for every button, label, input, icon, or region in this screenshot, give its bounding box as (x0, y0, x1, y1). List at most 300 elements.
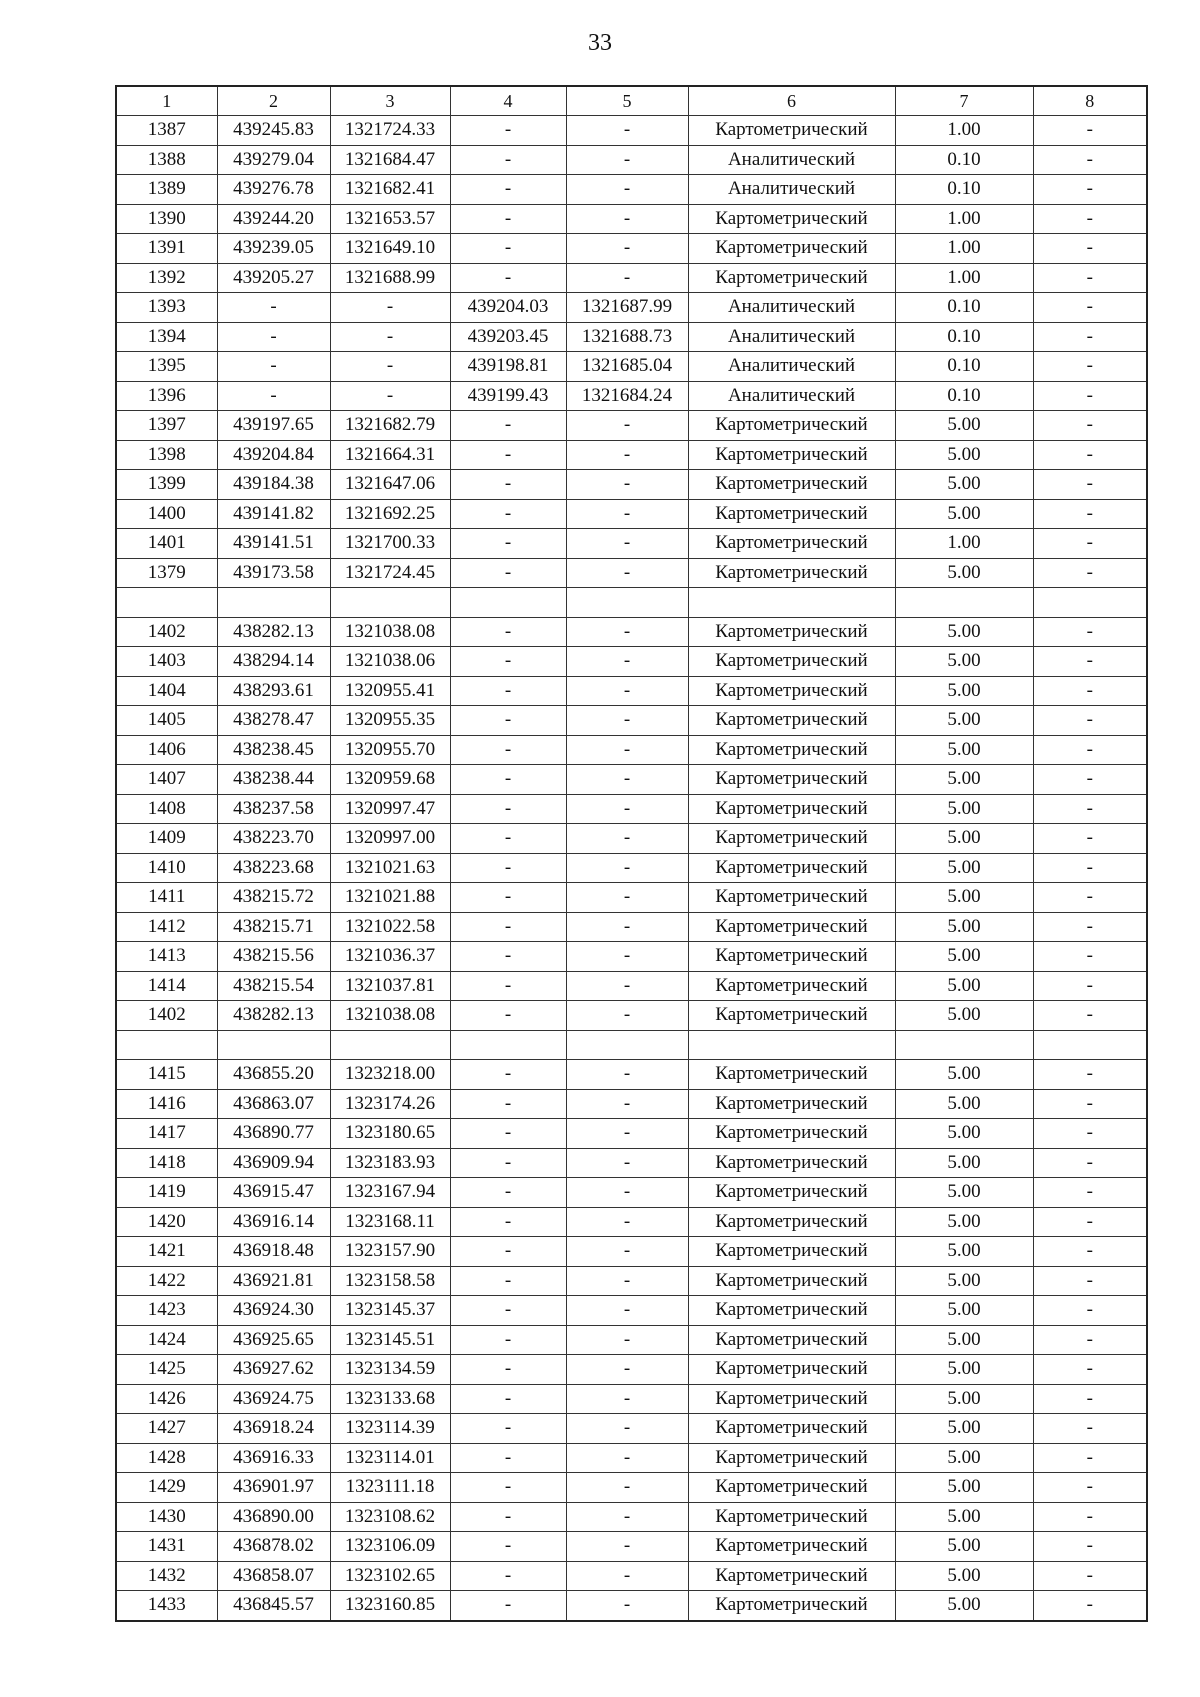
table-cell-col-2: 436915.47 (217, 1178, 330, 1208)
table-cell-col-8: - (1033, 1561, 1147, 1591)
table-cell-col-7: 1.00 (895, 234, 1033, 264)
table-cell-col-3: 1321724.33 (330, 116, 450, 146)
table-cell-col-1 (116, 1030, 217, 1060)
table-cell-col-6: Картометрический (688, 1060, 895, 1090)
table-cell-col-2: 436878.02 (217, 1532, 330, 1562)
table-cell-col-1: 1402 (116, 617, 217, 647)
table-cell-col-6: Картометрический (688, 1502, 895, 1532)
table-cell-col-8: - (1033, 1207, 1147, 1237)
table-cell-col-8: - (1033, 1532, 1147, 1562)
table-cell-col-7: 5.00 (895, 1089, 1033, 1119)
table-cell-col-1: 1422 (116, 1266, 217, 1296)
table-cell-col-6: Картометрический (688, 617, 895, 647)
table-cell-col-3: 1321038.06 (330, 647, 450, 677)
table-cell-col-5: - (566, 1561, 688, 1591)
table-cell-col-5: - (566, 794, 688, 824)
column-header-8: 8 (1033, 86, 1147, 116)
table-cell-col-6: Картометрический (688, 912, 895, 942)
column-header-1: 1 (116, 86, 217, 116)
table-cell-col-6: Аналитический (688, 381, 895, 411)
table-cell-col-6: Картометрический (688, 1178, 895, 1208)
table-row (116, 883, 1147, 913)
table-cell-col-3 (330, 1030, 450, 1060)
table-cell-col-3: 1320955.35 (330, 706, 450, 736)
table-cell-col-7: 5.00 (895, 1296, 1033, 1326)
table-row (116, 558, 1147, 588)
table-cell-col-2: 439197.65 (217, 411, 330, 441)
table-row (116, 1532, 1147, 1562)
table-cell-col-3: 1323157.90 (330, 1237, 450, 1267)
table-cell-col-8: - (1033, 1325, 1147, 1355)
table-cell-col-8: - (1033, 617, 1147, 647)
column-header-3: 3 (330, 86, 450, 116)
table-cell-col-2: 436855.20 (217, 1060, 330, 1090)
coordinates-table (115, 85, 1148, 1622)
table-cell-col-7: 1.00 (895, 204, 1033, 234)
table-cell-col-5: - (566, 470, 688, 500)
table-cell-col-7: 5.00 (895, 1001, 1033, 1031)
table-cell-col-1: 1399 (116, 470, 217, 500)
table-cell-col-4: - (450, 175, 566, 205)
table-cell-col-7: 5.00 (895, 1384, 1033, 1414)
table-cell-col-2: 438215.54 (217, 971, 330, 1001)
table-cell-col-2: 439239.05 (217, 234, 330, 264)
table-cell-col-5: - (566, 1355, 688, 1385)
table-cell-col-6: Картометрический (688, 116, 895, 146)
table-cell-col-8: - (1033, 1266, 1147, 1296)
table-cell-col-6: Картометрический (688, 1384, 895, 1414)
table-cell-col-8: - (1033, 765, 1147, 795)
table-cell-col-2: 438215.56 (217, 942, 330, 972)
table-cell-col-4: - (450, 1089, 566, 1119)
table-cell-col-8: - (1033, 1591, 1147, 1621)
table-cell-col-4: - (450, 1237, 566, 1267)
table-cell-col-5: - (566, 706, 688, 736)
table-cell-col-6 (688, 1030, 895, 1060)
table-cell-col-2: 439279.04 (217, 145, 330, 175)
table-cell-col-1: 1396 (116, 381, 217, 411)
table-cell-col-6: Картометрический (688, 440, 895, 470)
table-cell-col-1: 1391 (116, 234, 217, 264)
table-cell-col-8: - (1033, 1473, 1147, 1503)
table-cell-col-6: Аналитический (688, 175, 895, 205)
table-cell-col-7: 0.10 (895, 352, 1033, 382)
table-cell-col-2: 438293.61 (217, 676, 330, 706)
table-cell-col-8: - (1033, 1502, 1147, 1532)
table-cell-col-8: - (1033, 145, 1147, 175)
table-cell-col-2: 439141.82 (217, 499, 330, 529)
table-cell-col-5: 1321688.73 (566, 322, 688, 352)
table-row (116, 1561, 1147, 1591)
table-cell-col-6: Картометрический (688, 706, 895, 736)
table-cell-col-2: 439205.27 (217, 263, 330, 293)
table-cell-col-3: 1321022.58 (330, 912, 450, 942)
table-cell-col-6: Картометрический (688, 1414, 895, 1444)
table-cell-col-7: 5.00 (895, 1148, 1033, 1178)
table-cell-col-4: - (450, 499, 566, 529)
table-cell-col-3: 1323111.18 (330, 1473, 450, 1503)
table-cell-col-5: - (566, 145, 688, 175)
table-cell-col-3: 1323108.62 (330, 1502, 450, 1532)
table-cell-col-8: - (1033, 942, 1147, 972)
table-cell-col-6: Картометрический (688, 1561, 895, 1591)
table-cell-col-4: - (450, 1060, 566, 1090)
table-cell-col-6: Картометрический (688, 1089, 895, 1119)
table-cell-col-6: Картометрический (688, 470, 895, 500)
table-row (116, 499, 1147, 529)
table-cell-col-1: 1421 (116, 1237, 217, 1267)
table-cell-col-5: - (566, 234, 688, 264)
table-cell-col-1: 1424 (116, 1325, 217, 1355)
table-cell-col-2: 439173.58 (217, 558, 330, 588)
table-cell-col-2: 438278.47 (217, 706, 330, 736)
table-row (116, 765, 1147, 795)
table-cell-col-1: 1429 (116, 1473, 217, 1503)
table-cell-col-1: 1410 (116, 853, 217, 883)
table-cell-col-3: - (330, 352, 450, 382)
table-cell-col-2: 436863.07 (217, 1089, 330, 1119)
table-row (116, 1148, 1147, 1178)
table-cell-col-5 (566, 588, 688, 618)
table-cell-col-6: Аналитический (688, 293, 895, 323)
table-cell-col-4: - (450, 676, 566, 706)
table-cell-col-8: - (1033, 706, 1147, 736)
table-cell-col-7 (895, 1030, 1033, 1060)
table-cell-col-5: - (566, 411, 688, 441)
table-cell-col-1: 1423 (116, 1296, 217, 1326)
table-row (116, 1030, 1147, 1060)
table-cell-col-4: 439199.43 (450, 381, 566, 411)
table-body (116, 116, 1147, 1621)
table-cell-col-1: 1379 (116, 558, 217, 588)
table-cell-col-5: - (566, 735, 688, 765)
table-cell-col-6: Картометрический (688, 1443, 895, 1473)
table-cell-col-6: Картометрический (688, 824, 895, 854)
table-cell-col-4: - (450, 735, 566, 765)
table-cell-col-1: 1406 (116, 735, 217, 765)
table-cell-col-1: 1432 (116, 1561, 217, 1591)
table-cell-col-3: - (330, 381, 450, 411)
table-cell-col-7: 0.10 (895, 293, 1033, 323)
table-cell-col-3: 1323114.39 (330, 1414, 450, 1444)
table-cell-col-4: - (450, 1178, 566, 1208)
table-cell-col-4: - (450, 440, 566, 470)
header-row (116, 86, 1147, 116)
table-cell-col-2: 438215.71 (217, 912, 330, 942)
table-cell-col-5: - (566, 1384, 688, 1414)
table-cell-col-4: - (450, 1119, 566, 1149)
table-cell-col-4: - (450, 765, 566, 795)
table-cell-col-4: - (450, 116, 566, 146)
table-header (116, 86, 1147, 116)
table-cell-col-5: - (566, 499, 688, 529)
table-cell-col-2: 436909.94 (217, 1148, 330, 1178)
table-cell-col-2: 436916.33 (217, 1443, 330, 1473)
table-row (116, 971, 1147, 1001)
table-cell-col-4: - (450, 647, 566, 677)
table-cell-col-2: 439184.38 (217, 470, 330, 500)
table-cell-col-3: 1321036.37 (330, 942, 450, 972)
table-cell-col-8: - (1033, 735, 1147, 765)
table-cell-col-2: 438223.68 (217, 853, 330, 883)
table-cell-col-4: - (450, 145, 566, 175)
table-cell-col-1: 1397 (116, 411, 217, 441)
table-cell-col-2: 439244.20 (217, 204, 330, 234)
table-cell-col-3: 1321700.33 (330, 529, 450, 559)
table-cell-col-6: Картометрический (688, 676, 895, 706)
table-cell-col-1: 1407 (116, 765, 217, 795)
table-cell-col-8: - (1033, 1355, 1147, 1385)
table-cell-col-1: 1390 (116, 204, 217, 234)
table-cell-col-2: 436925.65 (217, 1325, 330, 1355)
table-cell-col-1: 1398 (116, 440, 217, 470)
table-row (116, 1089, 1147, 1119)
table-cell-col-4: - (450, 617, 566, 647)
column-header-2: 2 (217, 86, 330, 116)
table-cell-col-3: 1323180.65 (330, 1119, 450, 1149)
column-header-6: 6 (688, 86, 895, 116)
table-cell-col-7: 5.00 (895, 1119, 1033, 1149)
table-cell-col-5: - (566, 1060, 688, 1090)
table-cell-col-1: 1400 (116, 499, 217, 529)
table-cell-col-3: 1321038.08 (330, 1001, 450, 1031)
table-cell-col-5: 1321685.04 (566, 352, 688, 382)
table-cell-col-4: - (450, 1207, 566, 1237)
table-cell-col-5: - (566, 1148, 688, 1178)
table-cell-col-8: - (1033, 499, 1147, 529)
table-cell-col-3: - (330, 322, 450, 352)
table-cell-col-7: 5.00 (895, 1414, 1033, 1444)
table-cell-col-6: Картометрический (688, 499, 895, 529)
table-cell-col-4: - (450, 1502, 566, 1532)
table-row (116, 1355, 1147, 1385)
table-cell-col-8: - (1033, 293, 1147, 323)
table-cell-col-3: 1323145.51 (330, 1325, 450, 1355)
table-cell-col-5: - (566, 824, 688, 854)
table-cell-col-6: Аналитический (688, 352, 895, 382)
table-cell-col-1: 1408 (116, 794, 217, 824)
table-cell-col-1: 1412 (116, 912, 217, 942)
table-cell-col-3: 1323174.26 (330, 1089, 450, 1119)
table-cell-col-1: 1425 (116, 1355, 217, 1385)
table-cell-col-7: 5.00 (895, 558, 1033, 588)
table-cell-col-4 (450, 588, 566, 618)
table-cell-col-4: - (450, 706, 566, 736)
table-row (116, 588, 1147, 618)
table-cell-col-6: Картометрический (688, 1001, 895, 1031)
table-row (116, 381, 1147, 411)
table-cell-col-5: - (566, 175, 688, 205)
table-cell-col-7: 5.00 (895, 735, 1033, 765)
table-cell-col-6: Картометрический (688, 529, 895, 559)
table-cell-col-4: - (450, 971, 566, 1001)
table-cell-col-7: 5.00 (895, 1178, 1033, 1208)
table-cell-col-5: - (566, 1591, 688, 1621)
table-cell-col-8: - (1033, 647, 1147, 677)
table-cell-col-1: 1426 (116, 1384, 217, 1414)
table-cell-col-7: 5.00 (895, 1325, 1033, 1355)
table-cell-col-6: Аналитический (688, 145, 895, 175)
table-cell-col-7 (895, 588, 1033, 618)
table-cell-col-2: 438282.13 (217, 617, 330, 647)
table-cell-col-3: 1321682.79 (330, 411, 450, 441)
table-cell-col-8: - (1033, 558, 1147, 588)
table-cell-col-5: - (566, 676, 688, 706)
table-cell-col-8: - (1033, 971, 1147, 1001)
table-cell-col-4: - (450, 794, 566, 824)
table-cell-col-1: 1416 (116, 1089, 217, 1119)
table-cell-col-7: 5.00 (895, 1443, 1033, 1473)
table-cell-col-6: Картометрический (688, 1207, 895, 1237)
table-row (116, 411, 1147, 441)
table-cell-col-3: 1323183.93 (330, 1148, 450, 1178)
table-cell-col-5: - (566, 853, 688, 883)
table-row (116, 1414, 1147, 1444)
table-cell-col-8: - (1033, 1089, 1147, 1119)
table-cell-col-7: 5.00 (895, 1355, 1033, 1385)
table-cell-col-6: Картометрический (688, 794, 895, 824)
table-cell-col-2: - (217, 322, 330, 352)
table-row (116, 942, 1147, 972)
table-cell-col-6: Картометрический (688, 883, 895, 913)
table-cell-col-1: 1413 (116, 942, 217, 972)
table-cell-col-7: 5.00 (895, 824, 1033, 854)
table-cell-col-4: - (450, 1266, 566, 1296)
table-row (116, 145, 1147, 175)
table-cell-col-6: Аналитический (688, 322, 895, 352)
table-cell-col-5: - (566, 1178, 688, 1208)
table-cell-col-5: 1321684.24 (566, 381, 688, 411)
table-cell-col-5: - (566, 647, 688, 677)
table-cell-col-3: 1323133.68 (330, 1384, 450, 1414)
table-cell-col-5: - (566, 1473, 688, 1503)
table-cell-col-7: 5.00 (895, 676, 1033, 706)
table-cell-col-8: - (1033, 234, 1147, 264)
table-row (116, 1384, 1147, 1414)
table-cell-col-3: 1323114.01 (330, 1443, 450, 1473)
table-cell-col-8: - (1033, 529, 1147, 559)
table-row (116, 1001, 1147, 1031)
table-cell-col-1: 1393 (116, 293, 217, 323)
table-cell-col-7: 5.00 (895, 411, 1033, 441)
table-cell-col-3: 1323106.09 (330, 1532, 450, 1562)
table-row (116, 912, 1147, 942)
table-cell-col-8: - (1033, 352, 1147, 382)
table-cell-col-8: - (1033, 1384, 1147, 1414)
table-cell-col-1: 1414 (116, 971, 217, 1001)
table-cell-col-4: - (450, 1443, 566, 1473)
table-cell-col-2: 436890.77 (217, 1119, 330, 1149)
table-cell-col-3: 1323218.00 (330, 1060, 450, 1090)
table-cell-col-3: 1321021.63 (330, 853, 450, 883)
table-cell-col-4: - (450, 883, 566, 913)
table-cell-col-1: 1418 (116, 1148, 217, 1178)
table-cell-col-8: - (1033, 1178, 1147, 1208)
table-cell-col-3: 1321692.25 (330, 499, 450, 529)
table-cell-col-2: 436858.07 (217, 1561, 330, 1591)
table-row (116, 1502, 1147, 1532)
table-cell-col-7: 5.00 (895, 765, 1033, 795)
table-cell-col-2 (217, 1030, 330, 1060)
table-cell-col-3: 1321664.31 (330, 440, 450, 470)
table-cell-col-2: 436901.97 (217, 1473, 330, 1503)
table-cell-col-8: - (1033, 1296, 1147, 1326)
table-cell-col-3: 1321021.88 (330, 883, 450, 913)
table-row (116, 1178, 1147, 1208)
table-cell-col-6: Картометрический (688, 647, 895, 677)
table-cell-col-1: 1427 (116, 1414, 217, 1444)
table-cell-col-3: 1321724.45 (330, 558, 450, 588)
table-cell-col-6: Картометрический (688, 234, 895, 264)
table-row (116, 204, 1147, 234)
table-row (116, 529, 1147, 559)
table-cell-col-2: 439141.51 (217, 529, 330, 559)
table-cell-col-7: 0.10 (895, 322, 1033, 352)
table-cell-col-7: 5.00 (895, 1237, 1033, 1267)
table-cell-col-7: 5.00 (895, 706, 1033, 736)
table-cell-col-7: 5.00 (895, 794, 1033, 824)
table-cell-col-3: 1323168.11 (330, 1207, 450, 1237)
table-cell-col-6: Картометрический (688, 204, 895, 234)
table-cell-col-5: - (566, 1089, 688, 1119)
table-cell-col-8: - (1033, 676, 1147, 706)
table-cell-col-3: 1320997.47 (330, 794, 450, 824)
table-row (116, 1296, 1147, 1326)
table-cell-col-5: - (566, 529, 688, 559)
table-cell-col-7: 5.00 (895, 470, 1033, 500)
table-cell-col-7: 5.00 (895, 1532, 1033, 1562)
table-row (116, 1237, 1147, 1267)
column-header-7: 7 (895, 86, 1033, 116)
table-cell-col-3: - (330, 293, 450, 323)
table-cell-col-4: - (450, 853, 566, 883)
table-cell-col-3: 1321653.57 (330, 204, 450, 234)
table-cell-col-7: 5.00 (895, 853, 1033, 883)
table-cell-col-3: 1323102.65 (330, 1561, 450, 1591)
table-cell-col-2: 436921.81 (217, 1266, 330, 1296)
table-cell-col-3: 1323145.37 (330, 1296, 450, 1326)
table-cell-col-2: 436924.30 (217, 1296, 330, 1326)
table-cell-col-5: - (566, 1443, 688, 1473)
column-header-4: 4 (450, 86, 566, 116)
table-cell-col-2: 439276.78 (217, 175, 330, 205)
table-cell-col-7: 5.00 (895, 1060, 1033, 1090)
table-row (116, 794, 1147, 824)
table-cell-col-2 (217, 588, 330, 618)
table-cell-col-2: 439245.83 (217, 116, 330, 146)
table-cell-col-3: 1321649.10 (330, 234, 450, 264)
table-cell-col-4: 439198.81 (450, 352, 566, 382)
table-cell-col-1: 1389 (116, 175, 217, 205)
table-cell-col-6: Картометрический (688, 1325, 895, 1355)
table-cell-col-8: - (1033, 175, 1147, 205)
table-cell-col-8: - (1033, 1001, 1147, 1031)
table-cell-col-3: 1320955.70 (330, 735, 450, 765)
table-cell-col-6: Картометрический (688, 558, 895, 588)
table-cell-col-6: Картометрический (688, 971, 895, 1001)
table-row (116, 1119, 1147, 1149)
table-cell-col-4: - (450, 263, 566, 293)
table-row (116, 1325, 1147, 1355)
table-cell-col-6: Картометрический (688, 1296, 895, 1326)
table-cell-col-5: - (566, 1532, 688, 1562)
table-cell-col-8: - (1033, 1443, 1147, 1473)
table-cell-col-4: - (450, 1532, 566, 1562)
table-cell-col-7: 5.00 (895, 499, 1033, 529)
table-cell-col-1: 1404 (116, 676, 217, 706)
table-cell-col-5: - (566, 1325, 688, 1355)
table-row (116, 440, 1147, 470)
